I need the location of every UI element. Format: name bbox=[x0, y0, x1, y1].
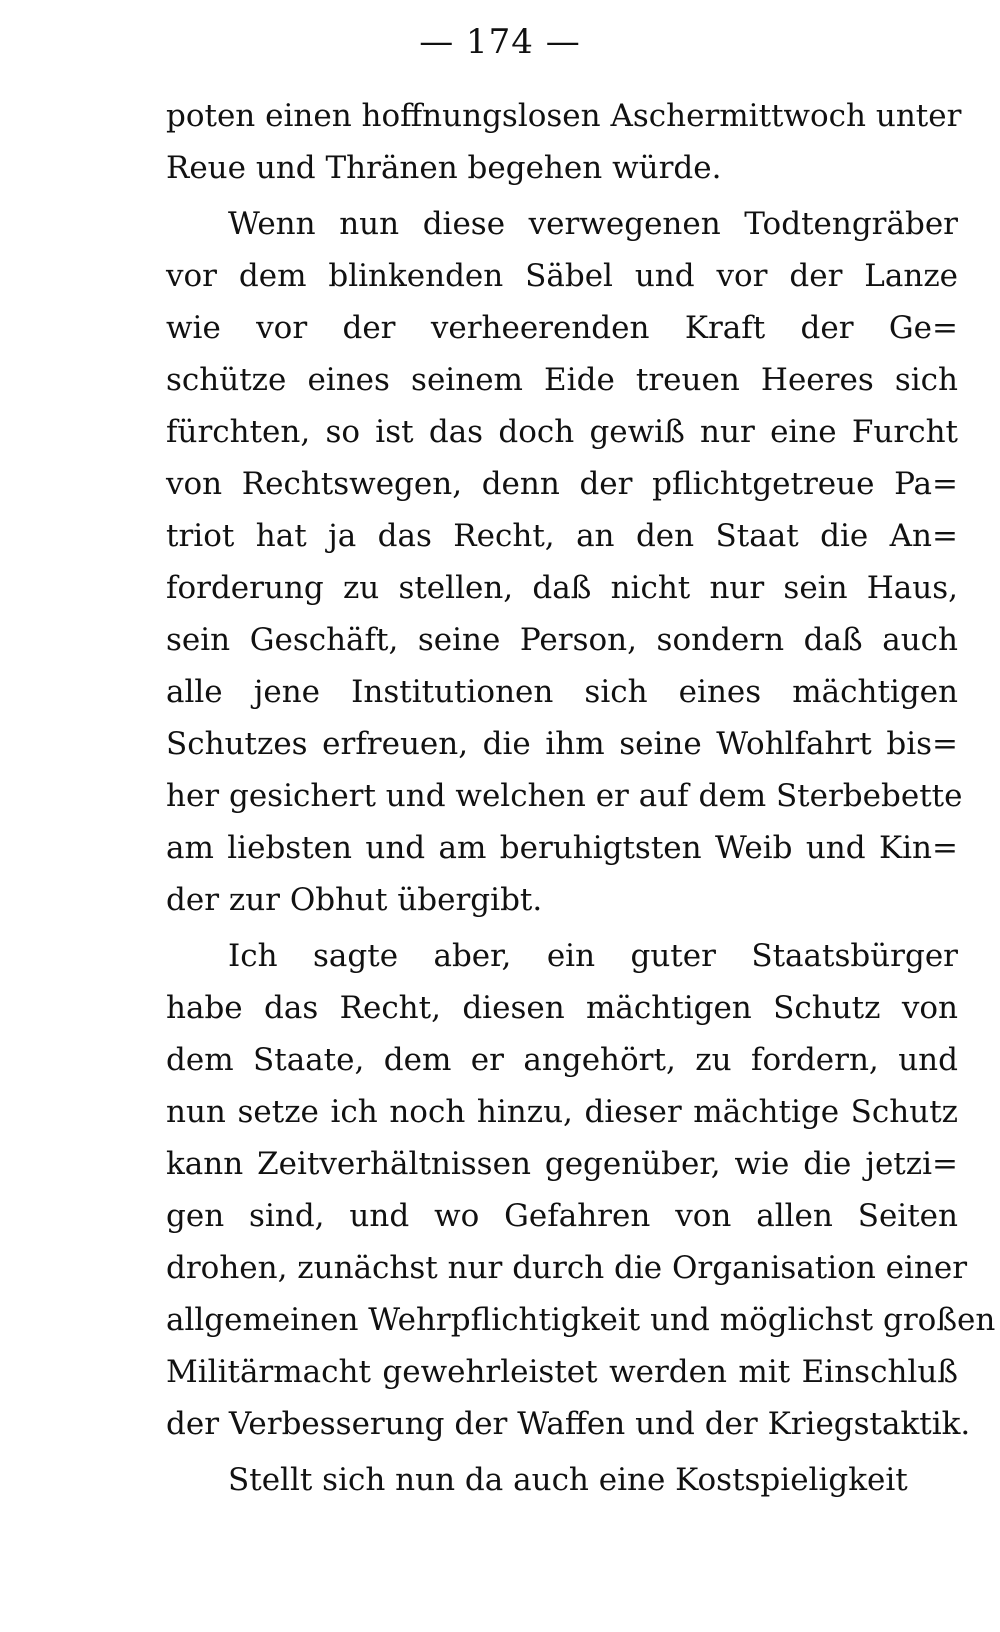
text-line: vor dem blinkenden Säbel und vor der Lanze bbox=[166, 258, 958, 294]
text-line: poten einen hoffnungslosen Aschermittwoch unter bbox=[166, 98, 962, 134]
text-line: gen sind, und wo Gefahren von allen Seiten bbox=[166, 1198, 958, 1234]
text-line: triot hat ja das Recht, an den Staat die An= bbox=[166, 518, 958, 554]
text-line: drohen, zunächst nur durch die Organisation einer bbox=[166, 1250, 968, 1286]
text-line: der zur Obhut übergibt. bbox=[166, 882, 543, 918]
body-text bbox=[166, 90, 996, 1506]
text-line: schütze eines seinem Eide treuen Heeres sich bbox=[166, 362, 958, 398]
text-line: der Verbesserung der Waffen und der Kriegstaktik. bbox=[166, 1406, 971, 1442]
text-line: allgemeinen Wehrpflichtigkeit und möglichst großen bbox=[166, 1302, 996, 1338]
text-line: Militärmacht gewehrleistet werden mit Einschluß bbox=[166, 1354, 958, 1390]
paragraph-start-line: Ich sagte aber, ein guter Staatsbürger bbox=[228, 938, 958, 974]
text-line: von Rechtswegen, denn der pflichtgetreue Pa= bbox=[166, 466, 958, 502]
text-line: fürchten, so ist das doch gewiß nur eine Furcht bbox=[166, 414, 958, 450]
text-line: am liebsten und am beruhigtsten Weib und Kin= bbox=[166, 830, 958, 866]
text-line: her gesichert und welchen er auf dem Sterbebette bbox=[166, 778, 963, 814]
text-line: alle jene Institutionen sich eines mächtigen bbox=[166, 674, 958, 710]
text-line: habe das Recht, diesen mächtigen Schutz von bbox=[166, 990, 958, 1026]
text-line: Schutzes erfreuen, die ihm seine Wohlfahrt bis= bbox=[166, 726, 958, 762]
text-line: dem Staate, dem er angehört, zu fordern, und bbox=[166, 1042, 958, 1078]
text-line: wie vor der verheerenden Kraft der Ge= bbox=[166, 310, 958, 346]
page-number: — 174 — bbox=[419, 22, 581, 62]
text-line: nun setze ich noch hinzu, dieser mächtige Schutz bbox=[166, 1094, 958, 1130]
text-line: Reue und Thränen begehen würde. bbox=[166, 150, 722, 186]
paragraph-start-line: Wenn nun diese verwegenen Todtengräber bbox=[228, 206, 958, 242]
text-line: forderung zu stellen, daß nicht nur sein Haus, bbox=[166, 570, 958, 606]
paragraph-start-line: Stellt sich nun da auch eine Kostspieligkeit bbox=[228, 1462, 908, 1498]
text-line: sein Geschäft, seine Person, sondern daß auch bbox=[166, 622, 958, 658]
text-line: kann Zeitverhältnissen gegenüber, wie die jetzi= bbox=[166, 1146, 958, 1182]
